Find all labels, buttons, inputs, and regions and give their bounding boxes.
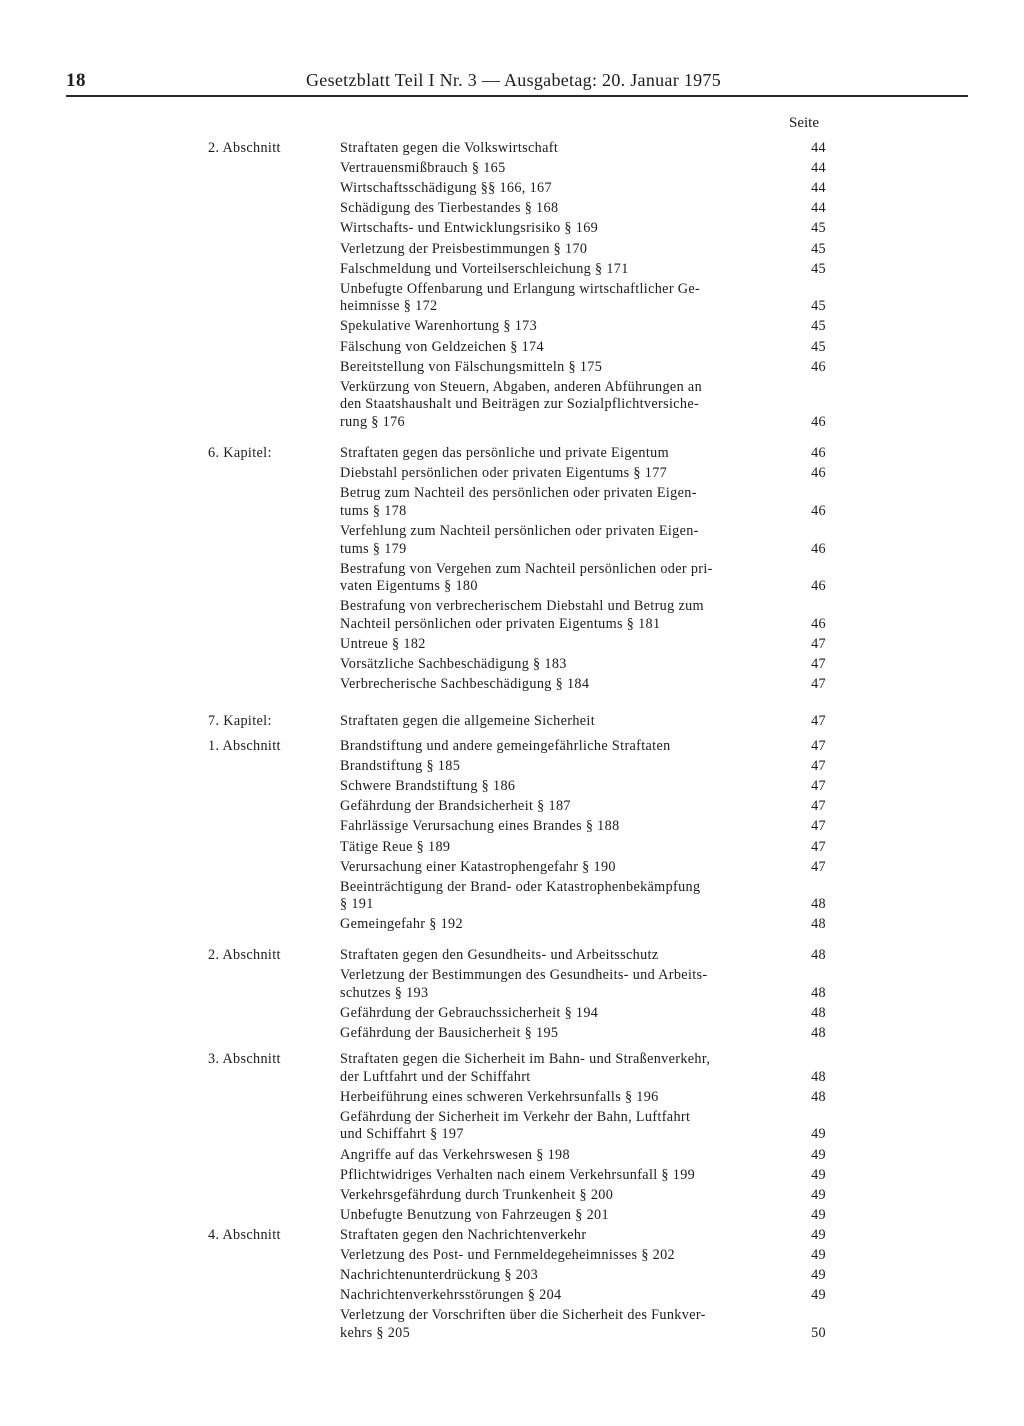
toc-page-number: 47 [811,838,826,855]
toc-entry-line: Wirtschafts- und Entwicklungsrisiko § 169 [340,220,599,237]
toc-entry-line: Vertrauensmißbrauch § 165 [340,160,506,177]
toc-page-number: 47 [811,778,826,795]
toc-entry-line: Brandstiftung und andere gemeingefährliche Straftaten [340,738,671,754]
toc-page-number: 44 [811,140,826,156]
toc-page-number: 45 [811,338,826,355]
section-label: 3. Abschnitt [208,1051,281,1067]
toc-entry-line: vaten Eigentums § 180 [340,578,478,595]
toc-entry-line: Verursachung einer Katastrophengefahr § 190 [340,858,616,875]
toc-page-number: 45 [811,220,826,237]
toc-entry-line: Falschmeldung und Vorteilserschleichung § 171 [340,260,629,277]
toc-entry-line: heimnisse § 172 [340,298,438,315]
toc-entry-line: Verfehlung zum Nachteil persönlichen oder privaten Eigen- [340,522,699,539]
toc-entry-line: Unbefugte Benutzung von Fahrzeugen § 201 [340,1206,609,1223]
toc-page-number: 47 [811,798,826,815]
section-label: 7. Kapitel: [208,713,272,729]
header-title: Gesetzblatt Teil I Nr. 3 — Ausgabetag: 20. Januar 1975 [306,70,722,90]
toc-entry-line: Herbeiführung eines schweren Verkehrsunfalls § 196 [340,1088,659,1105]
toc-page-number: 45 [811,240,826,257]
toc-entry-line: den Staatshaushalt und Beiträgen zur Sozialpflichtversiche- [340,396,700,413]
toc-page-number: 49 [811,1166,826,1183]
toc-page-number: 46 [811,578,826,595]
toc-page-number: 47 [811,676,826,693]
toc-entry-line: schutzes § 193 [340,984,429,1001]
toc-page-number: 46 [811,540,826,557]
toc-entry-line: Verkürzung von Steuern, Abgaben, anderen Abführungen an [340,378,703,395]
toc-entry-line: Nachrichtenunterdrückung § 203 [340,1267,539,1284]
toc-page-number: 45 [811,318,826,335]
toc-entry-line: Bereitstellung von Fälschungsmitteln § 175 [340,358,603,375]
toc-entry-line: Betrug zum Nachteil des persönlichen oder privaten Eigen- [340,485,697,502]
toc-entry-line: Gefährdung der Bausicherheit § 195 [340,1024,559,1041]
toc-page-number: 49 [811,1206,826,1223]
toc-page-number: 48 [811,947,826,963]
toc-entry-line: Schädigung des Tierbestandes § 168 [340,200,559,217]
page-header [66,70,968,96]
section-label: 2. Abschnitt [208,140,281,156]
toc-entry-line: Schwere Brandstiftung § 186 [340,778,516,795]
toc-page-number: 44 [811,200,826,217]
toc-page-number: 49 [811,1247,826,1264]
toc-entry-line: Verletzung des Post- und Fernmeldegeheimnisses § 202 [340,1247,675,1264]
toc-entry-line: Straftaten gegen den Nachrichtenverkehr [340,1227,587,1243]
toc-page-number: 48 [811,896,826,913]
toc-page-number: 46 [811,445,826,461]
toc-entry-line: Straftaten gegen die Sicherheit im Bahn- und Straßenverkehr, [340,1051,711,1067]
section-label: 2. Abschnitt [208,947,281,963]
toc-page-number: 44 [811,160,826,177]
toc-page-number: 46 [811,615,826,632]
toc-page-number: 47 [811,858,826,875]
toc-page-number: 47 [811,738,826,754]
toc-page-number: 49 [811,1126,826,1143]
toc-entry-line: Gefährdung der Gebrauchssicherheit § 194 [340,1004,599,1021]
toc-entry-line: Wirtschaftsschädigung §§ 166, 167 [340,180,552,197]
toc-page-number: 47 [811,818,826,835]
toc-entry-line: § 191 [340,896,374,913]
toc-entry-line: rung § 176 [340,413,405,430]
toc-entry-line: Verletzung der Preisbestimmungen § 170 [340,240,588,257]
seite-column-label: Seite [789,115,819,131]
toc-entry-line: Straftaten gegen die Volkswirtschaft [340,140,559,156]
toc-entry-line: kehrs § 205 [340,1325,411,1341]
toc-page-number: 47 [811,656,826,673]
section-label: 6. Kapitel: [208,445,272,461]
toc-page-number: 46 [811,358,826,375]
toc-page-number: 48 [811,1068,826,1085]
toc-entry-line: und Schiffahrt § 197 [340,1126,464,1143]
toc-entry-line: Gefährdung der Brandsicherheit § 187 [340,798,571,815]
toc-page-number: 46 [811,413,826,430]
toc-entry-line: Verbrecherische Sachbeschädigung § 184 [340,676,590,693]
toc-page-number: 48 [811,984,826,1001]
toc-page-number: 50 [811,1325,826,1341]
toc-entry-line: Fahrlässige Verursachung eines Brandes § 188 [340,818,620,835]
toc-page-number: 48 [811,1088,826,1105]
toc-entry-line: tums § 178 [340,502,407,519]
toc-page-number: 45 [811,298,826,315]
toc-page-number: 48 [811,916,826,933]
toc-entry-line: Angriffe auf das Verkehrswesen § 198 [340,1146,570,1163]
page-number: 18 [66,70,86,91]
toc-entry-line: Bestrafung von verbrecherischem Diebstahl und Betrug zum [340,598,704,615]
toc-entry-line: Fälschung von Geldzeichen § 174 [340,338,544,355]
toc-page-number: 49 [811,1287,826,1304]
toc-entry-line: Unbefugte Offenbarung und Erlangung wirtschaftlicher Ge- [340,280,701,297]
section-label: 1. Abschnitt [208,738,281,754]
section-label: 4. Abschnitt [208,1227,281,1243]
toc-page-number: 46 [811,502,826,519]
toc-entry-line: Gemeingefahr § 192 [340,916,463,933]
toc-entry-line: der Luftfahrt und der Schiffahrt [340,1068,531,1085]
toc-entry-line: Verletzung der Bestimmungen des Gesundheits- und Arbeits- [340,967,708,984]
toc-entry-line: Gefährdung der Sicherheit im Verkehr der Bahn, Luftfahrt [340,1108,691,1125]
toc-entry-line: Pflichtwidriges Verhalten nach einem Verkehrsunfall § 199 [340,1166,696,1183]
toc-entry-line: Diebstahl persönlichen oder privaten Eigentums § 177 [340,465,668,482]
toc-entry-line: Straftaten gegen das persönliche und private Eigentum [340,445,669,461]
toc-entry-line: Brandstiftung § 185 [340,758,461,775]
toc-entry-line: Straftaten gegen die allgemeine Sicherheit [340,713,596,729]
toc-entry-line: Nachrichtenverkehrsstörungen § 204 [340,1287,562,1304]
toc-entry-line: Straftaten gegen den Gesundheits- und Arbeitsschutz [340,947,659,963]
toc-entry-line: Spekulative Warenhortung § 173 [340,318,538,335]
toc-entry-line: Tätige Reue § 189 [340,838,451,855]
toc-page-number: 46 [811,465,826,482]
toc-entry-line: Verkehrsgefährdung durch Trunkenheit § 200 [340,1186,614,1203]
header-rule [66,95,968,97]
toc-page-number: 47 [811,713,826,729]
toc-entry-line: Verletzung der Vorschriften über die Sicherheit des Funkver- [340,1307,706,1324]
toc-page-number: 49 [811,1267,826,1284]
toc-page-number: 49 [811,1227,826,1243]
toc-page-number: 48 [811,1024,826,1041]
toc-page-number: 48 [811,1004,826,1021]
toc-entry-line: Bestrafung von Vergehen zum Nachteil persönlichen oder pri- [340,560,713,577]
toc-page-number: 49 [811,1146,826,1163]
toc-entry-line: Beeinträchtigung der Brand- oder Katastrophenbekämpfung [340,878,701,895]
toc-entry-line: Nachteil persönlichen oder privaten Eigentums § 181 [340,615,661,632]
toc-entry-line: tums § 179 [340,540,407,557]
toc-entry-line: Vorsätzliche Sachbeschädigung § 183 [340,656,567,673]
toc-entry-line: Untreue § 182 [340,636,426,652]
toc-page-number: 47 [811,636,826,652]
toc-page-number: 45 [811,260,826,277]
toc-page-number: 44 [811,180,826,197]
toc-page-number: 47 [811,758,826,775]
toc-page-number: 49 [811,1186,826,1203]
